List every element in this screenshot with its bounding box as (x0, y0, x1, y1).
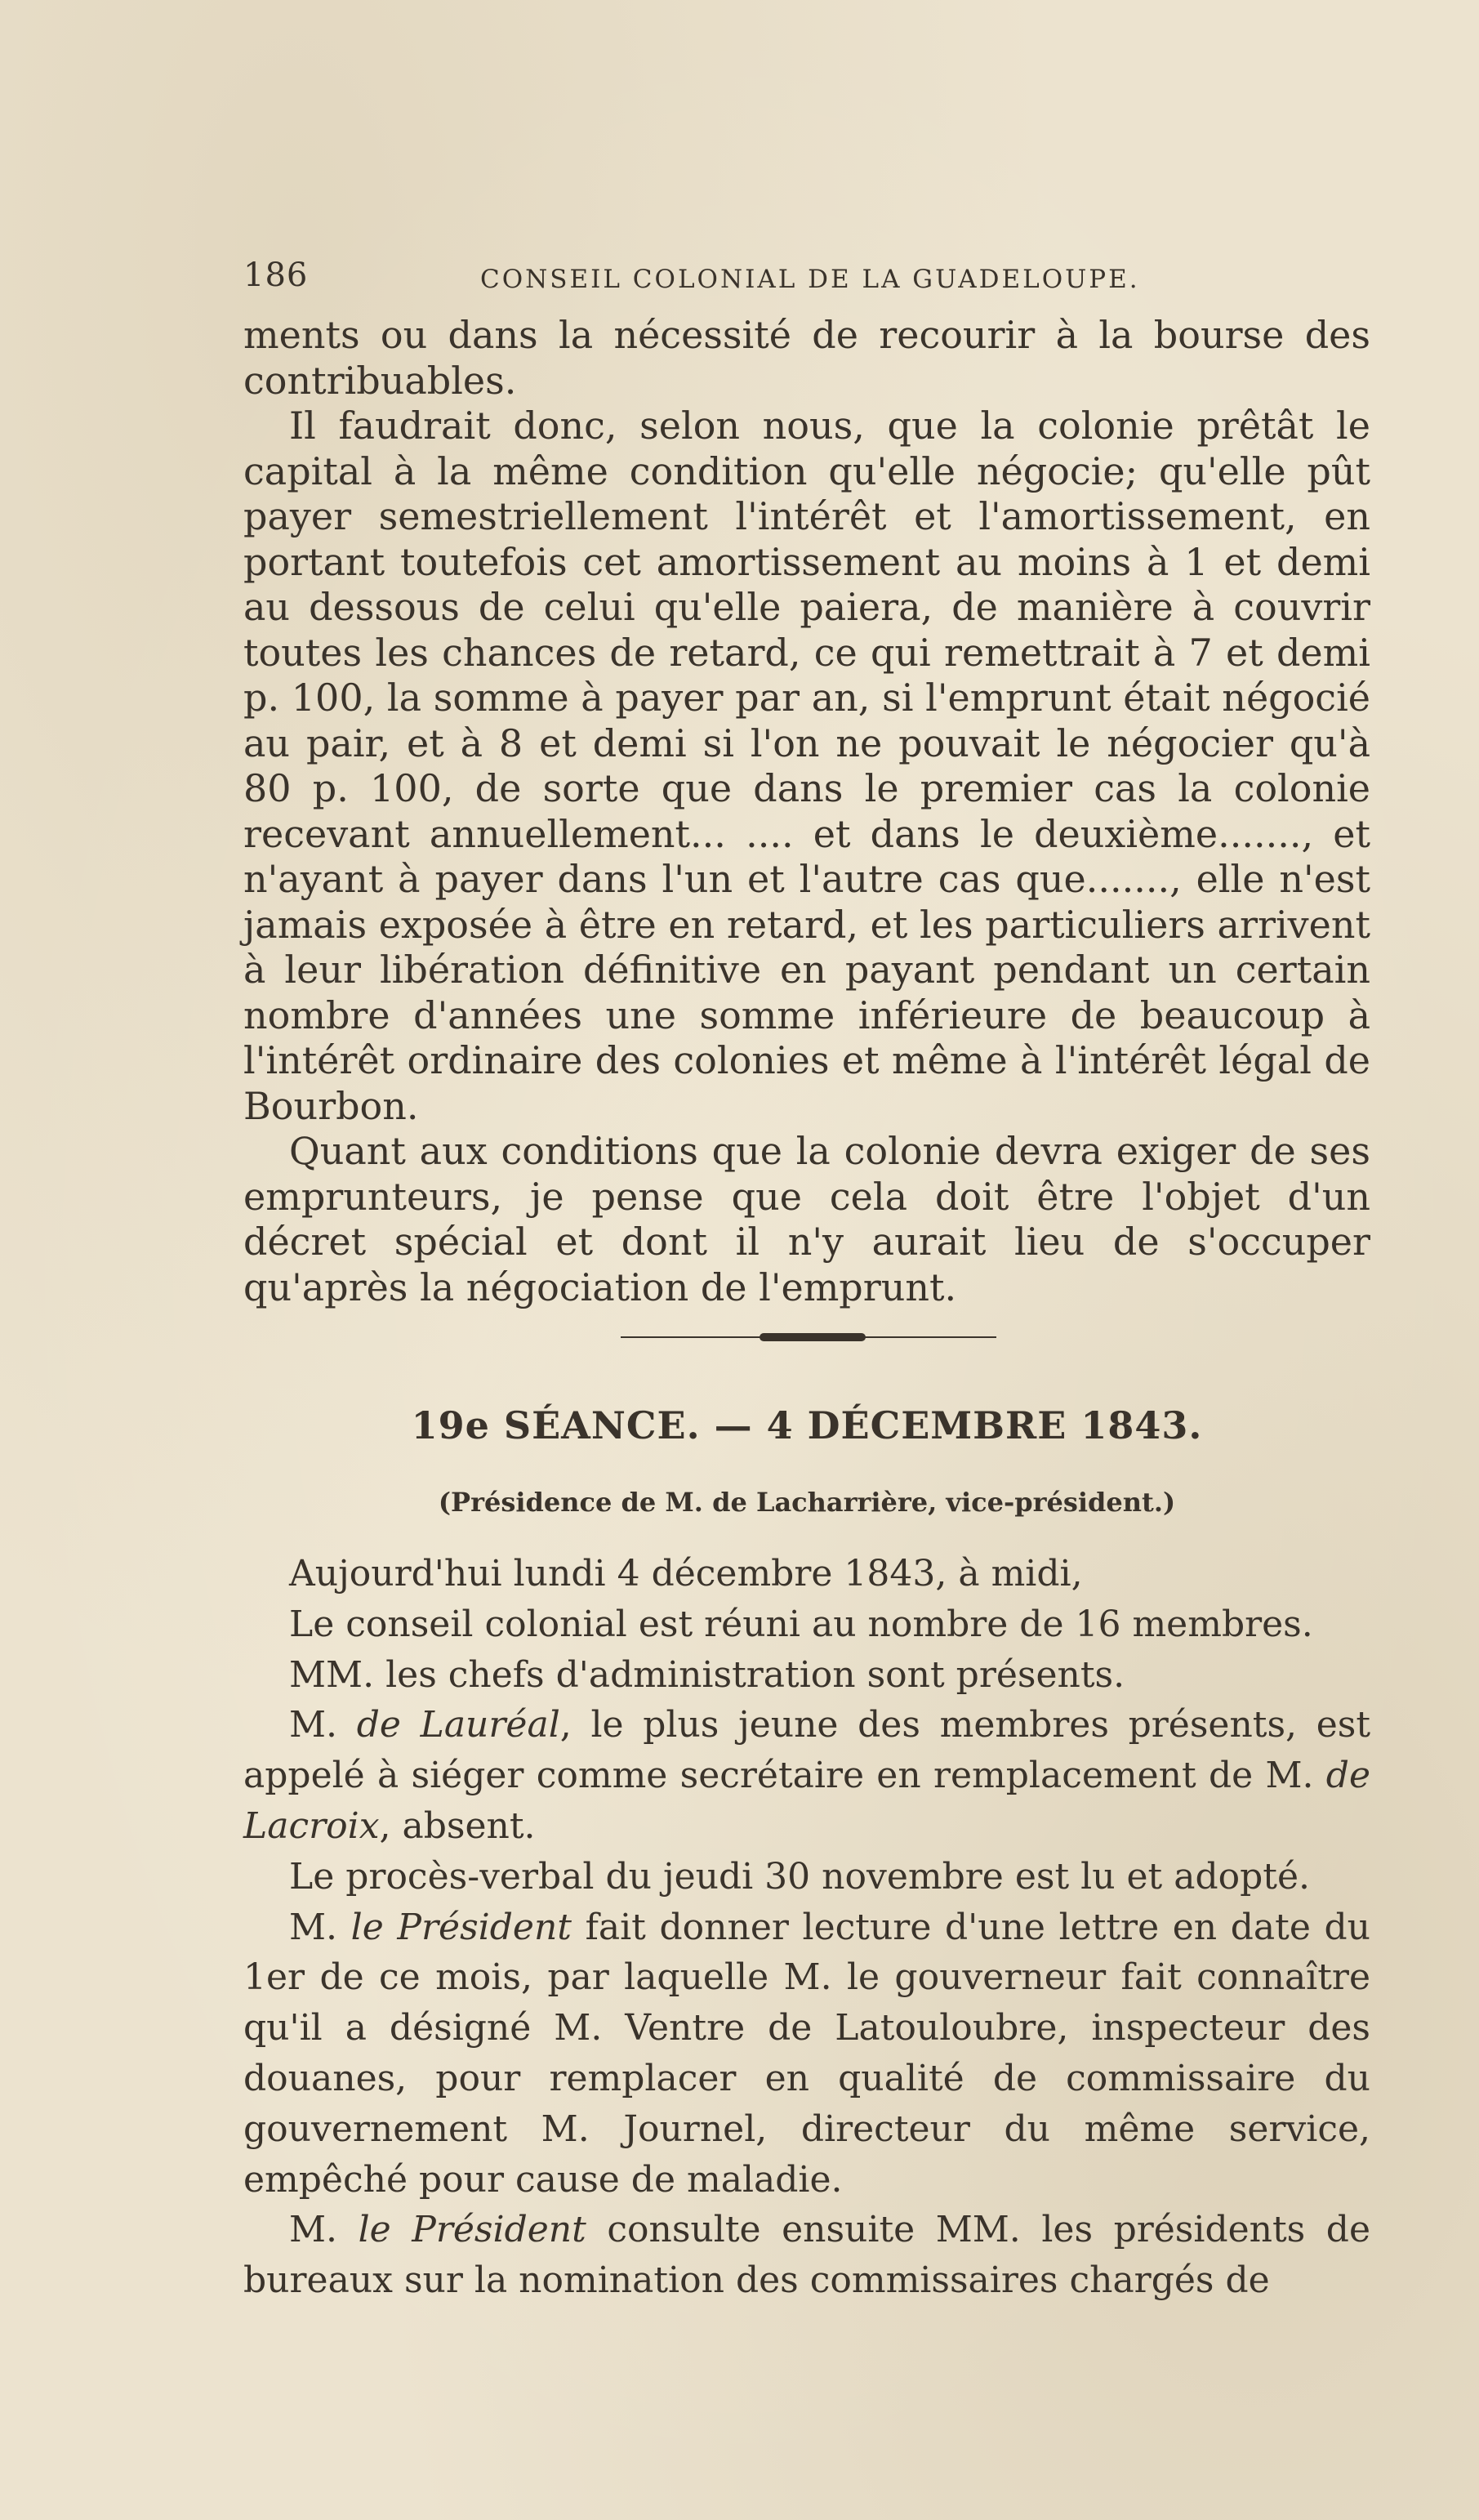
paragraph: Il faudrait donc, selon nous, que la colonie prêtât le capital à la même condition qu'elle négocie; qu'elle pût payer semestriellement l'intérêt et l'amortissement, en portant toutefois cet amortissement au moins à 1 et demi au dessous de celui qu'elle paiera, de manière à couvrir toutes les chances de retard, ce qui remettrait à 7 et demi p. 100, la somme à payer par an, si l'emprunt était négocié au pair, et à 8 et demi si l'on ne pouvait le négocier qu'à 80 p. 100, de sorte que dans le premier cas la colonie recevant annuellement... .... et dans le deuxième......., et n'ayant à payer dans l'un et l'autre cas que......., elle n'est jamais exposée à être en retard, et les particuliers arrivent à leur libération définitive en payant pendant un certain nombre d'années une somme inférieure de beaucoup à l'intérêt ordinaire des colonies et même à l'intérêt légal de Bourbon. (243, 404, 1370, 1128)
text-run: , absent. (379, 1804, 536, 1847)
page-number: 186 (243, 256, 309, 294)
running-head (243, 256, 1370, 297)
text-run: M. (289, 1704, 357, 1746)
text-run: fait donner lecture d'une lettre en date du 1er de ce mois, par laquelle M. le gouverneur fait connaître qu'il a désigné M. Ventre de Latouloubre, inspecteur des douanes, pour remplacer en qualité de commissaire du gouvernement M. Journel, directeur du même service, empêché pour cause de maladie. (243, 1906, 1371, 2201)
text-run: M. (289, 1906, 351, 1948)
text-run: consulte ensuite MM. les présidents de bureaux sur la nomination des commissaires chargés de (243, 2209, 1371, 2302)
paragraph (243, 1902, 1370, 2206)
name-italic: de Lacroix (243, 1755, 1370, 1847)
ornamental-divider (621, 1332, 996, 1342)
section-text (243, 1549, 1370, 2306)
name-italic: de Lauréal (356, 1704, 560, 1746)
paragraph: MM. les chefs d'administration sont présents. (289, 1653, 1125, 1696)
paragraph (243, 1700, 1370, 1851)
section-heading: 19e SÉANCE. — 4 DÉCEMBRE 1843. (411, 1403, 1203, 1447)
title-italic: le Président (358, 2209, 586, 2251)
paragraph: Le procès-verbal du jeudi 30 novembre est lu et adopté. (289, 1855, 1310, 1898)
running-title: CONSEIL COLONIAL DE LA GUADELOUPE. (480, 265, 1140, 294)
section-subheading: (Présidence de M. de Lacharrière, vice-président.) (438, 1487, 1176, 1518)
divider-ornament (760, 1333, 866, 1341)
paragraph: Aujourd'hui lundi 4 décembre 1843, à midi, (289, 1553, 1083, 1595)
paragraph: Le conseil colonial est réuni au nombre de 16 membres. (289, 1603, 1313, 1645)
text-run: M. (289, 2209, 359, 2251)
paragraph (243, 2205, 1370, 2306)
title-italic: le Président (350, 1906, 572, 1948)
paragraph: ments ou dans la nécessité de recourir à la bourse des contribuables. (243, 313, 1370, 403)
paragraph: Quant aux conditions que la colonie devra exiger de ses emprunteurs, je pense que cela doit être l'objet d'un décret spécial et dont il n'y aurait lieu de s'occuper qu'après la négociation de l'emprunt. (243, 1129, 1370, 1309)
body-text (243, 313, 1370, 1310)
text-run: , le plus jeune des membres présents, est appelé à siéger comme secrétaire en remplacement de M. (243, 1704, 1371, 1797)
